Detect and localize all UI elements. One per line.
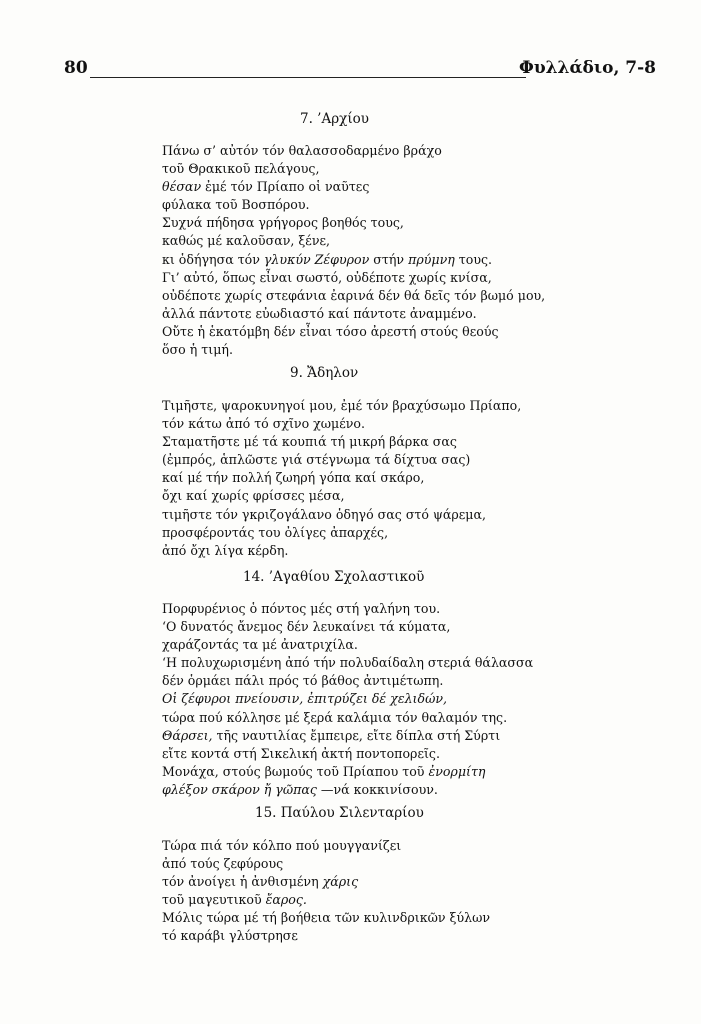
poem-paulou	[162, 837, 490, 946]
verse-segment: τοῦ Θρακικοῦ πελάγους,	[162, 161, 320, 177]
verse-line	[162, 142, 545, 160]
verse-line	[162, 397, 521, 415]
verse-line	[162, 451, 521, 469]
verse-italic-segment: ἔαρος.	[265, 892, 307, 908]
verse-italic-segment: Οἱ ζέφυροι πνείουσιν, ἐπιτρύζει δέ χελιδών,	[162, 691, 448, 707]
poem-agathiou	[162, 600, 533, 799]
verse-line	[162, 433, 521, 451]
verse-segment: Πάνω σ’ αὐτόν τόν θαλασσοδαρμένο βράχο	[162, 143, 442, 158]
verse-segment: κι ὁδήγησα τόν	[162, 251, 264, 267]
verse-italic-segment: χάρις	[322, 874, 359, 890]
verse-line	[162, 232, 545, 250]
section-title-adilon: 9. Ἄδηλον	[290, 365, 359, 381]
verse-line	[162, 690, 533, 708]
verse-italic-segment: γλυκύν Ζέφυρον	[263, 251, 370, 267]
verse-line	[162, 927, 490, 945]
verse-line	[162, 600, 533, 618]
verse-segment: τόν κάτω ἀπό τό σχῖνο χωμένο.	[162, 416, 366, 432]
verse-segment: Μονάχα, στούς βωμούς τοῦ Πρίαπου τοῦ	[162, 763, 429, 779]
verse-line	[162, 341, 545, 359]
verse-line	[162, 837, 490, 855]
running-title: Φυλλάδιο, 7-8	[519, 58, 656, 78]
verse-line	[162, 524, 521, 542]
verse-line	[162, 781, 533, 799]
verse-line	[162, 196, 545, 214]
verse-line	[162, 542, 521, 560]
verse-segment: χαράζοντάς τα μέ ἀνατριχίλα.	[162, 637, 358, 653]
verse-segment: καί μέ τήν πολλή ζωηρή γόπα καί σκάρο,	[162, 470, 425, 486]
verse-line	[162, 672, 533, 690]
verse-italic-segment: φλέξον σκάρον ἤ γῶπας	[162, 781, 317, 797]
verse-segment: τιμῆστε τόν γκριζογάλανο ὁδηγό σας στό ψάρεμα,	[162, 506, 486, 522]
verse-line	[162, 415, 521, 433]
verse-line	[162, 891, 490, 909]
header-rule	[90, 77, 526, 78]
verse-segment: ‘Ο δυνατός ἄνεμος δέν λευκαίνει τά κύματα,	[162, 619, 451, 635]
verse-segment: (ἐμπρός, ἁπλῶστε γιά στέγνωμα τά δίχτυα σας)	[162, 452, 471, 468]
verse-line	[162, 745, 533, 763]
poem-arxiou	[162, 142, 545, 359]
verse-line	[162, 506, 521, 524]
verse-line	[162, 323, 545, 341]
verse-segment: τό καράβι γλύστρησε	[162, 928, 298, 944]
verse-segment: ‘Η πολυχωρισμένη ἀπό τήν πολυδαίδαλη στεριά θάλασσα	[162, 655, 534, 671]
verse-line	[162, 251, 545, 269]
verse-line	[162, 214, 545, 232]
verse-segment: εἴτε κοντά στή Σικελική ἀκτή ποντοπορεῖς.	[162, 745, 440, 761]
verse-line	[162, 487, 521, 505]
verse-line	[162, 469, 521, 487]
verse-segment: τῆς ναυτιλίας ἔμπειρε, εἴτε δίπλα στή Σύρτι	[212, 727, 501, 743]
verse-line	[162, 305, 545, 323]
section-title-agathiou: 14. ’Αγαθίου Σχολαστικοῦ	[243, 569, 425, 585]
verse-line	[162, 618, 533, 636]
verse-segment: Τιμῆστε, ψαροκυνηγοί μου, ἐμέ τόν βραχύσωμο Πρίαπο,	[162, 398, 522, 413]
verse-segment: φύλακα τοῦ Βοσπόρου.	[162, 197, 310, 213]
verse-italic-segment: ἐνορμίτη	[428, 763, 486, 779]
verse-line	[162, 763, 533, 781]
verse-segment: τώρα πού κόλλησε μέ ξερά καλάμια τόν θαλαμόν της.	[162, 709, 508, 725]
verse-segment: ὄχι καί χωρίς φρίσσες μέσα,	[162, 488, 345, 504]
poem-adilon	[162, 397, 521, 560]
verse-segment: οὐδέποτε χωρίς στεφάνια ἐαρινά δέν θά δεῖς τόν βωμό μου,	[162, 287, 546, 303]
verse-segment: ὅσο ἡ τιμή.	[162, 342, 233, 358]
verse-segment: Μόλις τώρα μέ τή βοήθεια τῶν κυλινδρικῶν ξύλων	[162, 910, 491, 926]
verse-line	[162, 855, 490, 873]
verse-segment: —νά κοκκινίσουν.	[316, 781, 438, 797]
verse-italic-segment: θέσαν	[162, 179, 202, 195]
verse-segment: Γι’ αὐτό, ὅπως εἶναι σωστό, οὐδέποτε χωρίς κνίσα,	[162, 269, 492, 285]
verse-line	[162, 636, 533, 654]
verse-segment: προσφέροντάς του ὀλίγες ἀπαρχές,	[162, 524, 389, 540]
verse-segment: τους.	[454, 251, 493, 267]
verse-line	[162, 709, 533, 727]
verse-line	[162, 727, 533, 745]
verse-italic-segment: πρύμνη	[408, 251, 455, 267]
verse-segment: Συχνά πήδησα γρήγορος βοηθός τους,	[162, 215, 404, 231]
section-title-arxiou: 7. ’Αρχίου	[300, 111, 369, 127]
verse-segment: Πορφυρένιος ὁ πόντος μές στή γαλήνη του.	[162, 601, 441, 616]
verse-italic-segment: Θάρσει,	[162, 727, 213, 743]
verse-segment: ἀλλά πάντοτε εὐωδιαστό καί πάντοτε ἀναμμένο.	[162, 305, 477, 321]
verse-segment: ἀπό ὄχι λίγα κέρδη.	[162, 542, 289, 558]
running-header	[64, 58, 656, 82]
verse-line	[162, 287, 545, 305]
section-title-paulou: 15. Παύλου Σιλενταρίου	[255, 805, 424, 821]
verse-segment: Τώρα πιά τόν κόλπο πού μουγγανίζει	[162, 838, 402, 853]
verse-segment: στήν	[369, 251, 409, 267]
verse-segment: δέν ὁρμάει πάλι πρός τό βάθος ἀντιμέτωπη.	[162, 673, 444, 689]
verse-line	[162, 654, 533, 672]
verse-segment: Οὔτε ἡ ἑκατόμβη δέν εἶναι τόσο ἀρεστή στούς θεούς	[162, 323, 499, 339]
verse-segment: καθώς μέ καλοῦσαν, ξένε,	[162, 233, 330, 249]
verse-segment: ἐμέ τόν Πρίαπο οἱ ναῦτες	[201, 179, 370, 195]
verse-line	[162, 909, 490, 927]
verse-line	[162, 178, 545, 196]
verse-line	[162, 160, 545, 178]
verse-segment: τοῦ μαγευτικοῦ	[162, 892, 266, 908]
page-number: 80	[64, 58, 88, 78]
verse-line	[162, 269, 545, 287]
verse-line	[162, 873, 490, 891]
verse-segment: τόν ἀνοίγει ἡ ἀνθισμένη	[162, 874, 323, 890]
verse-segment: ἀπό τούς ζεφύρους	[162, 856, 284, 872]
verse-segment: Σταματῆστε μέ τά κουπιά τή μικρή βάρκα σας	[162, 434, 457, 450]
